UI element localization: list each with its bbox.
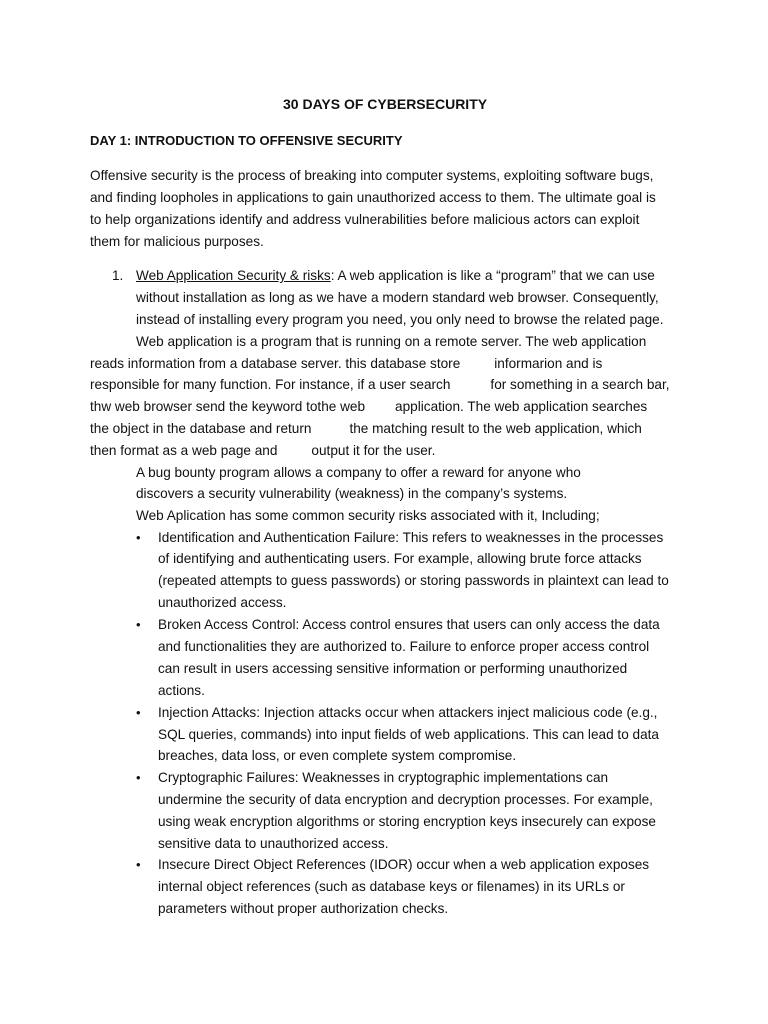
risk-line: undermine the security of data encryption and decryption processes. For example, [158,792,653,807]
para2-text: reads information from a database server. this database store [90,356,461,371]
para2-line [90,419,642,439]
para2-line [90,375,670,395]
risk-line: Injection Attacks: Injection attacks occur when attackers inject malicious code (e.g., [158,705,658,720]
risk-line: and functionalities they are authorized to. Failure to enforce proper access control [158,639,650,654]
bullet-icon: • [136,617,141,632]
risk-line: (repeated attempts to guess passwords) or storing passwords in plaintext can lead to [158,573,669,588]
para2-text: application. The web application searches [395,399,648,414]
page-title: 30 DAYS OF CYBERSECURITY [283,96,488,112]
para2-text: then format as a web page and [90,443,278,458]
item1-line: without installation as long as we have a modern standard web browser. Consequently, [136,290,659,305]
risk-line: Insecure Direct Object References (IDOR) occur when a web application exposes [158,857,650,872]
para2-text: the object in the database and return [90,421,312,436]
item1-first-line-rest: : A web application is like a “program” that we can use [330,268,655,283]
risk-line: internal object references (such as database keys or filenames) in its URLs or [158,879,625,894]
bullet-icon: • [136,530,141,545]
risk-line: can result in users accessing sensitive information or performing unauthorized [158,661,628,676]
bug-bounty-line: discovers a security vulnerability (weakness) in the company’s systems. [136,486,568,501]
item1-line: instead of installing every program you need, you only need to browse the related page. [136,312,664,327]
para2-line [90,354,602,374]
para2-text: responsible for many function. For instance, if a user search [90,377,451,392]
bug-bounty-line: A bug bounty program allows a company to offer a reward for anyone who [136,465,581,480]
intro-line: them for malicious purposes. [90,234,264,249]
intro-line: Offensive security is the process of breaking into computer systems, exploiting software bugs, [90,168,654,183]
risk-line: sensitive data to unauthorized access. [158,836,389,851]
bullet-icon: • [136,705,141,720]
para2-text: thw web browser send the keyword tothe web [90,399,366,414]
risk-line: Identification and Authentication Failure: This refers to weaknesses in the processes [158,530,664,545]
bullet-icon: • [136,857,141,872]
bug-bounty-line: Web Aplication has some common security risks associated with it, Including; [136,508,600,523]
para2-text: for something in a search bar, [490,377,670,392]
para2-text: informarion and is [494,356,603,371]
list-number: 1. [112,268,124,283]
risk-line: Cryptographic Failures: Weaknesses in cryptographic implementations can [158,770,609,785]
risk-line: Broken Access Control: Access control ensures that users can only access the data [158,617,660,632]
item1-first-line [136,266,655,286]
para2-text: output it for the user. [311,443,436,458]
risk-line: breaches, data loss, or even complete system compromise. [158,748,517,763]
risk-line: SQL queries, commands) into input fields of web applications. This can lead to data [158,727,659,742]
risk-line: parameters without proper authorization checks. [158,901,449,916]
item1-line: Web application is a program that is running on a remote server. The web application [136,334,647,349]
risk-line: actions. [158,683,205,698]
risk-line: unauthorized access. [158,595,287,610]
intro-line: and finding loopholes in applications to gain unauthorized access to them. The ultimate goal is [90,190,656,205]
intro-line: to help organizations identify and address vulnerabilities before malicious actors can exploit [90,212,640,227]
risk-line: of identifying and authenticating users. For example, allowing brute force attacks [158,551,642,566]
para2-line [90,441,435,461]
item1-heading: Web Application Security & risks [136,268,331,283]
risk-line: using weak encryption algorithms or storing encryption keys insecurely can expose [158,814,656,829]
para2-text: the matching result to the web application, which [349,421,642,436]
para2-line [90,397,647,417]
day-heading: DAY 1: INTRODUCTION TO OFFENSIVE SECURITY [90,133,403,148]
bullet-icon: • [136,770,141,785]
